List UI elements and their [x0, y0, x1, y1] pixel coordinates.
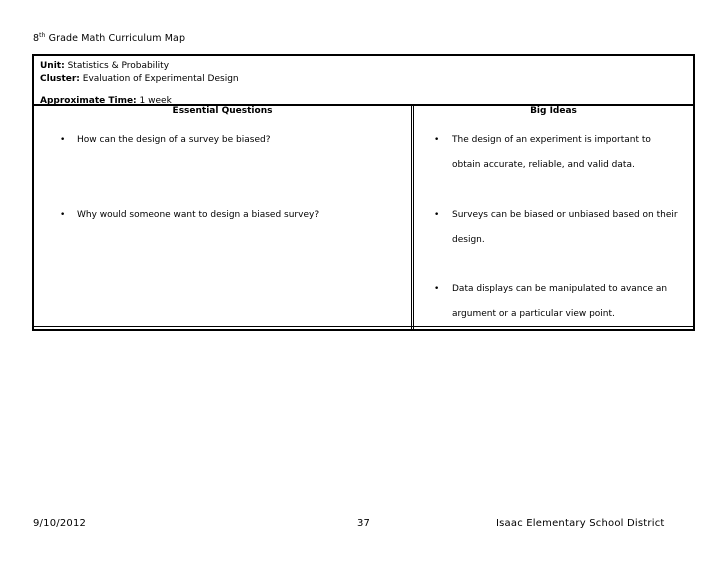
footer-page-number: 37	[357, 518, 371, 529]
question-item	[60, 203, 319, 228]
cluster-row	[40, 73, 693, 86]
big-idea-text: Surveys can be biased or unbiased based on their design.	[452, 210, 678, 245]
bullet-icon: •	[434, 210, 440, 220]
essential-questions-column	[34, 106, 411, 329]
time-value: 1 week	[139, 96, 172, 106]
unit-value: Statistics & Probability	[67, 61, 170, 71]
bullet-icon: •	[434, 135, 440, 145]
bullet-icon: •	[434, 284, 440, 294]
big-ideas-heading: Big Ideas	[530, 106, 577, 116]
unit-label: Unit:	[40, 61, 65, 71]
footer-district: Isaac Elementary School District	[496, 518, 665, 529]
unit-row	[40, 60, 693, 73]
bullet-icon: •	[60, 210, 66, 220]
title-text: Grade Math Curriculum Map	[48, 33, 186, 44]
grade-suffix: th	[39, 32, 46, 39]
bullet-icon: •	[60, 135, 66, 145]
big-idea-text: The design of an experiment is important to obtain accurate, reliable, and valid data.	[452, 135, 651, 170]
grade-number: 8	[33, 33, 40, 44]
footer-date: 9/10/2012	[33, 518, 87, 529]
question-text: How can the design of a survey be biased?	[77, 135, 271, 145]
big-idea-item	[434, 203, 680, 253]
cluster-label: Cluster:	[40, 73, 80, 84]
document-title	[33, 33, 185, 44]
unit-header-box	[32, 54, 695, 106]
big-idea-text: Data displays can be manipulated to avance an argument or a particular view point.	[452, 284, 668, 319]
cluster-value: Evaluation of Experimental Design	[82, 73, 239, 84]
big-ideas-column	[414, 106, 693, 329]
big-idea-item	[434, 277, 680, 327]
time-label: Approximate Time:	[40, 96, 137, 106]
question-item	[60, 128, 270, 153]
question-text: Why would someone want to design a biased survey?	[77, 210, 320, 220]
big-idea-item	[434, 128, 680, 178]
essential-questions-heading: Essential Questions	[172, 106, 273, 116]
curriculum-table	[32, 106, 695, 331]
